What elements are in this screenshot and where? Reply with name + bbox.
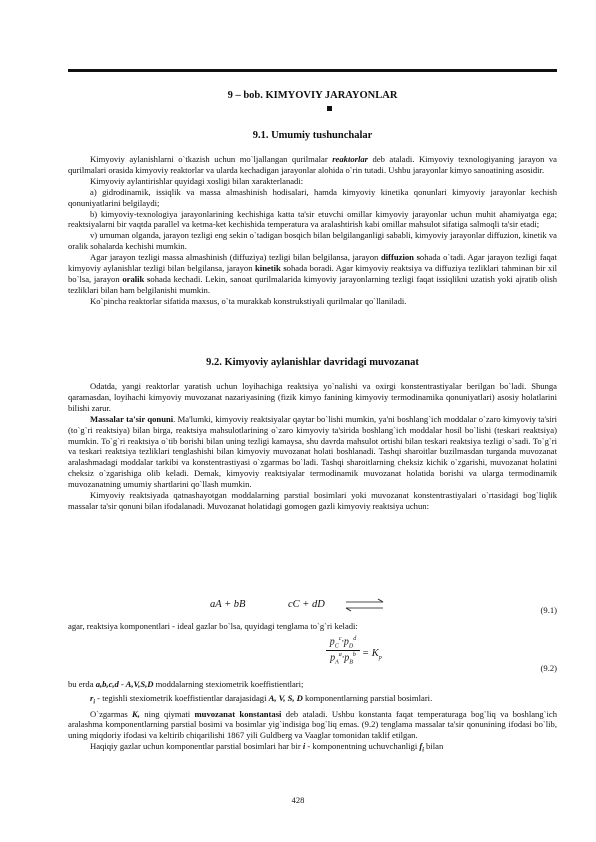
paragraph: agar, reaktsiya komponentlari - ideal gazlar bo`lsa, quyidagi tenglama to`g`ri keladi: xyxy=(68,621,358,631)
top-rule xyxy=(68,69,557,72)
paragraph: Ko`pincha reaktorlar sifatida maxsus, o`ta murakkab konstrukstiyali qurilmalar qo`llaniladi. xyxy=(90,295,407,306)
equilibrium-constant-formula xyxy=(326,636,360,666)
section-title-9-1: 9.1. Umumiy tushunchalar xyxy=(252,130,373,141)
equilibrium-arrows-icon xyxy=(345,598,385,612)
paragraph: b) kimyoviy-texnologiya jarayonlarining kechishiga katta ta'sir etuvchi omillar kimyoviy jarayonlar uchun muhit ahamiyatga ega; reaktsiyalarni bir vaqtda parallel va ketma-ket kechishida temperatura va aralashtirish kabi omillar mahsulot sifatiga salmoqli ta'sir etadi; xyxy=(68,208,557,230)
chapter-title: 9 – bob. KIMYOVIY JARAYONLAR xyxy=(227,90,398,101)
equation-number: (9.1) xyxy=(540,605,557,615)
equation-left: aA + bB xyxy=(210,599,246,610)
paragraph: Massalar ta'sir qonuni. Ma'lumki, kimyoviy reaktsiyalar qaytar bo`lishi mumkin, ya'ni boshlang`ich moddalar o`zaro kimyoviy ta'siri (to`g`ri reaktsiya) bilan birga, reaktsiya mahsulotlarining o`zaro kimyoviy ta'sirida boshlang`ich moddalar hosil bo`lishi (teskari reaktsiya) mumkin. To`g`ri reaktsiya o`tib borishi bilan uning tezligi kamaysa, shu davrda mahsulot ortishi bilan teskari reaktsiya tezligi o`sadi. To`g`ri va teskari reaktsiya tezliklari tenglashishi bilan kimyoviy muvozanat holati boshlanadi. Tashqi sharoitlar buzilmasdan turganda muvozanat aralashmadagi moddalar tarkibi va konstentrastiyasi o`zgarmas bo`ladi. Tashqi sharoitlarning cheksiz kichik o`zgarishi, muvozanat holatini cheksiz o`zgarishiga olib keladi. Demak, kimyoviy reaktsiyalar termodinamik muvozanat holatida borishi va ularga termodinamik muvozanatning umumiy shartlarini qo`llash mumkin. xyxy=(68,413,558,490)
paragraph: Odatda, yangi reaktorlar yaratish uchun loyihachiga reaktsiya yo`nalishi va oxirgi konstentrastiyalar berilgan bo`ladi. Shunga qaramasdan, loyihachi kimyoviy muvozanat nazariyasining (fizik kimyo fanining kimyoviy termodinamika qonuniyatlari) asosiy holatlarini bilishi zarur. xyxy=(68,381,557,413)
fraction-bar xyxy=(326,650,360,651)
paragraph: O`zgarmas K, ning qiymati muvozanat konstantasi deb ataladi. Ushbu konstanta faqat temperaturaga bog`liq va boshlang`ich aralashma komponentlarning parstial bosimi va bosimlar yig`indisiga bog`liq emas. (9.2) tenglama massalar ta'sir qonunining ifodasi bo`lib, uning miqdoriy ifodasi va keltirib chiqarilishi 1867 yili Guldberg va Vaaglar tomonidan taklif etilgan. xyxy=(68,708,557,741)
paragraph: bu erda a,b,c,d - A,V,S,D moddalarning stexiometrik koeffistientlari; xyxy=(68,679,304,689)
paragraph: Agar jarayon tezligi massa almashinish (diffuziya) tezligi bilan belgilansa, jarayon diffuzion sohada o`tadi. Agar jarayon tezligi faqat kimyoviy aylanishlar tezligi bilan belgilansa, jarayon kinetik sohada boradi. Agar kimyoviy reaktsiya va diffuziya tezliklari tahminan bir xil bo`lsa, jarayon oralik sohada kechadi. Lekin, sanoat qurilmalarida kimyoviy jarayonlarning tezligi faqat issiqlikni uzatish yoki ajratib olish tezliklari bilan ham belgilanishi mumkin. xyxy=(68,252,558,295)
paragraph: Kimyoviy reaktsiyada qatnashayotgan moddalarning parstial bosimlari yoki muvozanat konstentrastiyalari o`rtasidagi bog`liqlik massalar ta'sir qonuni bilan ifodalanadi. Muvozanat holatidagi gomogen gazli kimyoviy reaktsiya uchun: xyxy=(68,490,557,511)
square-bullet-icon xyxy=(327,106,332,111)
fraction-numerator: $p_C^c\cdot p_D^d$ xyxy=(329,636,357,650)
section-9-2-body-c xyxy=(68,679,557,757)
paragraph: v) umuman olganda, jarayon tezligi eng sekin o`tadigan bosqich bilan belgilanganligi sababli, kimyoviy jarayonlar diffuzion, kinetik va oralik sohalarda kechishi mumkin. xyxy=(68,230,557,252)
equation-number: (9.2) xyxy=(540,663,557,673)
paragraph: a) gidrodinamik, issiqlik va massa almashinish hodisalari, hamda kimyoviy kinetika qonunlari kimyoviy jarayonlar kechish qonuniyatlarini belgilaydi; xyxy=(68,186,557,208)
paragraph: Kimyoviy aylantirishlar quyidagi xosligi bilan xarakterlanadi: xyxy=(90,175,304,186)
section-9-2-body-b xyxy=(68,621,557,632)
paragraph: Kimyoviy aylanishlarni o`tkazish uchun mo`ljallangan qurilmalar reaktorlar deb ataladi. Kimyoviy texnologiyaning jarayon va qurilmalari orasida kimyoviy reaktorlar va ularda kechadigan jarayonlar alohida o`rin tutadi. Ushbu jarayonlar kimyo sanoatining asosidir. xyxy=(68,154,557,175)
equation-right: cC + dD xyxy=(288,599,325,610)
fraction-denominator: $p_A^a\cdot p_B^b$ xyxy=(330,652,356,666)
section-9-1-body xyxy=(68,154,557,307)
paragraph: Haqiqiy gazlar uchun komponentlar parstial bosimlari har bir i - komponentning uchuvchanligi $f_i$ bilan xyxy=(90,741,444,754)
section-title-9-2: 9.2. Kimyoviy aylanishlar davridagi muvozanat xyxy=(206,357,419,368)
page-number: 428 xyxy=(291,795,305,805)
section-9-2-body-a xyxy=(68,381,557,512)
paragraph: $r_i$ - tegishli stexiometrik koeffistientlar darajasidagi A, V, S, D komponentlarning parstial bosimlari. xyxy=(90,692,433,706)
equals-k-p: = $K_p$ xyxy=(362,648,382,662)
